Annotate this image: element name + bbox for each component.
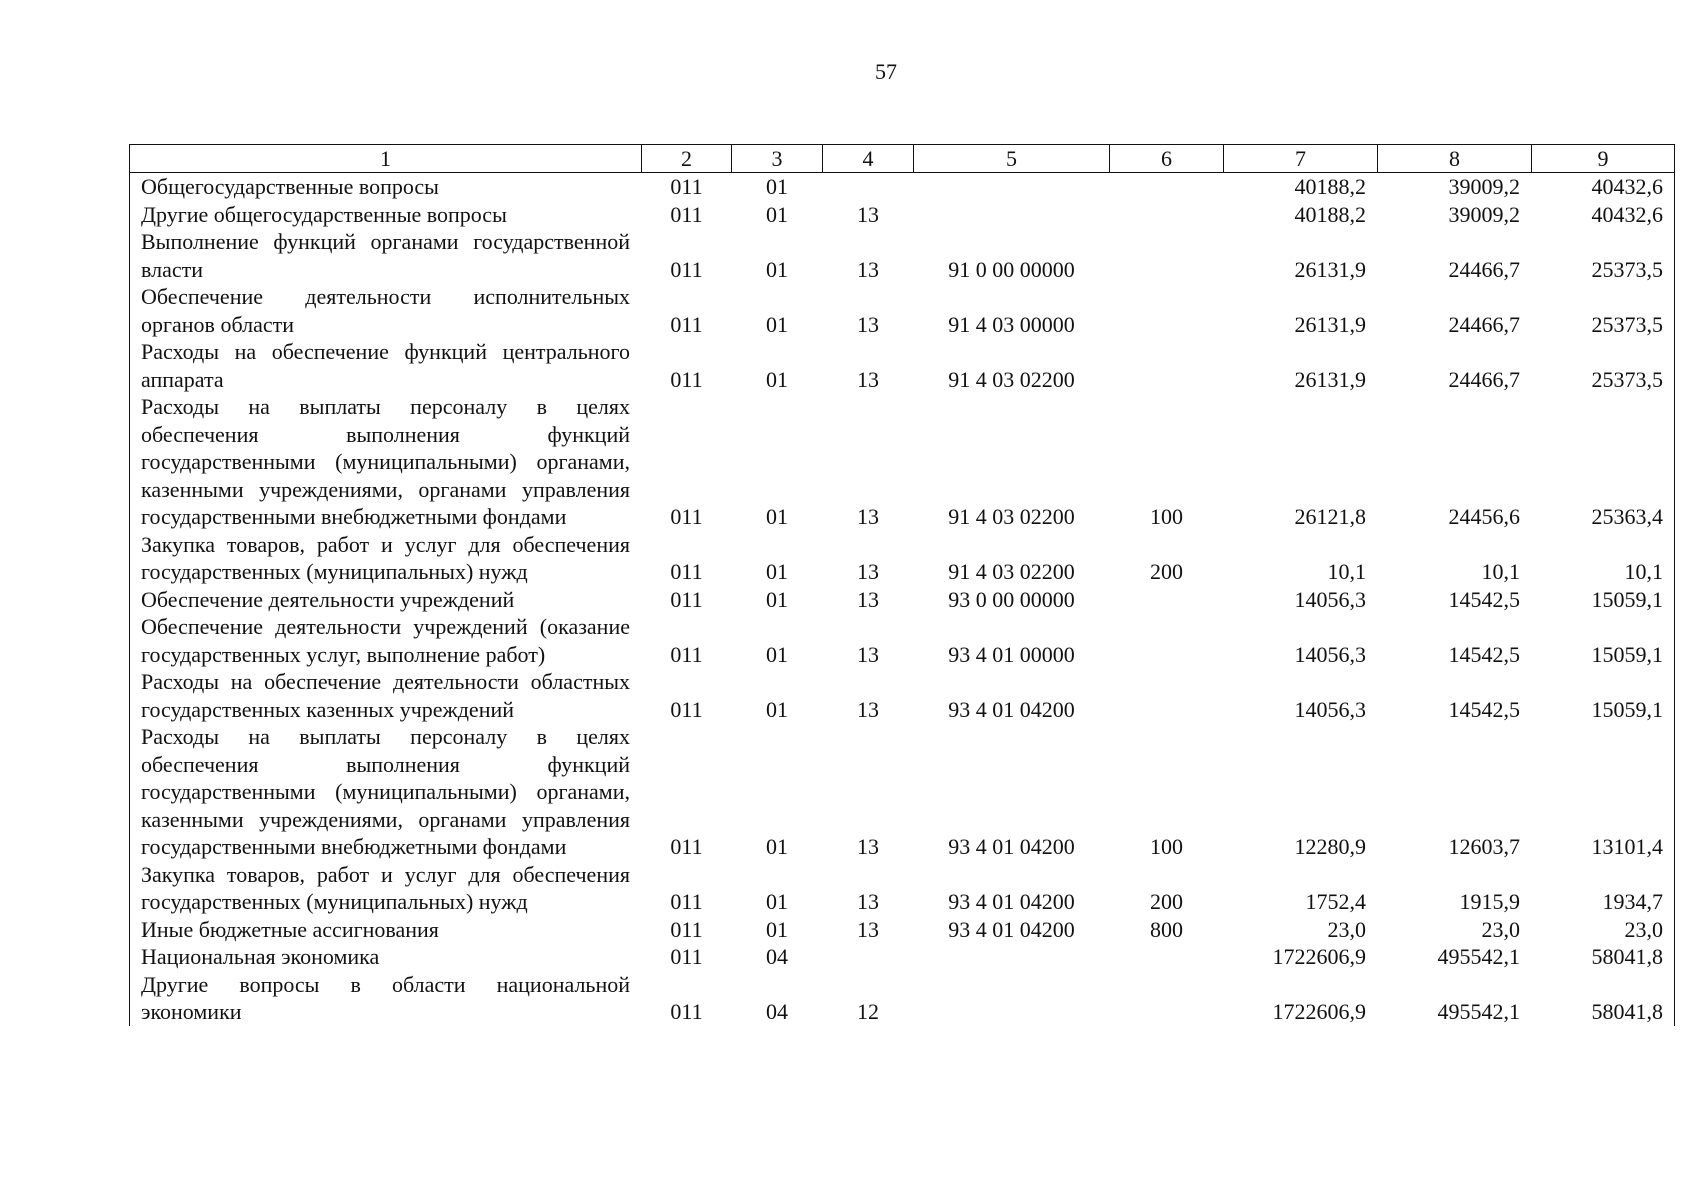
cell-col-6 — [1110, 173, 1224, 201]
table-row — [130, 338, 1675, 393]
cell-col-7: 14056,3 — [1294, 696, 1366, 722]
cell-col-2: 011 — [670, 696, 703, 722]
cell-col-2: 011 — [670, 256, 703, 282]
cell-col-4: 13 — [857, 504, 879, 529]
column-header-8: 8 — [1378, 145, 1532, 173]
row-name: Обеспечение деятельности исполнительных органов области — [130, 283, 642, 338]
cell-col-6: 100 — [1150, 504, 1183, 529]
cell-col-7: 26131,9 — [1294, 256, 1366, 282]
cell-col-8: 14542,5 — [1448, 586, 1520, 612]
cell-col-4 — [823, 173, 914, 201]
row-name: Другие общегосударственные вопросы — [130, 201, 642, 229]
cell-col-3: 01 — [766, 916, 788, 942]
cell-col-6 — [1110, 668, 1224, 723]
cell-col-9: 25373,5 — [1532, 228, 1675, 283]
cell-col-3: 01 — [766, 256, 788, 282]
row-name: Закупка товаров, работ и услуг для обеспечения государственных (муниципальных) нужд — [130, 531, 642, 586]
cell-col-7: 40188,2 — [1294, 201, 1366, 227]
cell-col-6 — [1110, 943, 1224, 971]
table-row — [130, 943, 1675, 971]
cell-col-5: 91 4 03 02200 — [948, 366, 1075, 392]
cell-col-9: 15059,1 — [1532, 586, 1675, 614]
cell-col-5 — [914, 971, 1110, 1026]
budget-table — [129, 144, 1675, 1026]
cell-col-7: 26131,9 — [1294, 366, 1366, 392]
cell-col-7: 23,0 — [1327, 916, 1366, 942]
cell-col-9: 10,1 — [1532, 531, 1675, 586]
cell-col-3: 01 — [766, 641, 788, 667]
cell-col-3: 01 — [766, 586, 788, 612]
cell-col-6 — [1110, 283, 1224, 338]
cell-col-9: 25363,4 — [1532, 393, 1675, 531]
cell-col-6 — [1110, 613, 1224, 668]
cell-col-2: 011 — [670, 889, 703, 914]
cell-col-9: 58041,8 — [1532, 971, 1675, 1026]
cell-col-4: 13 — [857, 586, 879, 612]
table-row — [130, 971, 1675, 1026]
cell-col-8: 23,0 — [1481, 916, 1520, 942]
cell-col-2: 011 — [670, 916, 703, 942]
cell-col-9: 15059,1 — [1532, 668, 1675, 723]
cell-col-5: 93 0 00 00000 — [948, 586, 1075, 612]
cell-col-4: 13 — [857, 311, 879, 337]
cell-col-9: 25373,5 — [1532, 338, 1675, 393]
cell-col-3: 01 — [766, 201, 788, 227]
cell-col-9: 40432,6 — [1532, 173, 1675, 201]
cell-col-8: 1915,9 — [1459, 889, 1520, 914]
table-row — [130, 201, 1675, 229]
cell-col-5: 93 4 01 04200 — [948, 834, 1075, 859]
cell-col-4: 13 — [857, 201, 879, 227]
row-name: Закупка товаров, работ и услуг для обеспечения государственных (муниципальных) нужд — [130, 861, 642, 916]
cell-col-8: 14542,5 — [1448, 641, 1520, 667]
cell-col-4: 13 — [857, 696, 879, 722]
cell-col-9: 40432,6 — [1532, 201, 1675, 229]
cell-col-7: 1722606,9 — [1272, 999, 1366, 1024]
cell-col-3: 01 — [766, 696, 788, 722]
row-name: Национальная экономика — [130, 943, 642, 971]
cell-col-3: 01 — [766, 174, 788, 199]
cell-col-5: 93 4 01 04200 — [948, 916, 1075, 942]
row-name: Расходы на выплаты персоналу в целях обеспечения выполнения функций государственными (муниципальными) органами, казенными учреждениями, органами управления государственными внебюджетными фондами — [130, 723, 642, 861]
cell-col-3: 01 — [766, 559, 788, 584]
cell-col-8: 14542,5 — [1448, 696, 1520, 722]
table-row — [130, 916, 1675, 944]
cell-col-2: 011 — [670, 559, 703, 584]
cell-col-6 — [1110, 201, 1224, 229]
table-row — [130, 283, 1675, 338]
cell-col-3: 01 — [766, 311, 788, 337]
table-body — [130, 173, 1675, 1026]
cell-col-5: 91 4 03 00000 — [948, 311, 1075, 337]
column-header-5: 5 — [914, 145, 1110, 173]
row-name: Расходы на выплаты персоналу в целях обеспечения выполнения функций государственными (муниципальными) органами, казенными учреждениями, органами управления государственными внебюджетными фондами — [130, 393, 642, 531]
cell-col-2: 011 — [670, 504, 703, 529]
row-name: Расходы на обеспечение деятельности областных государственных казенных учреждений — [130, 668, 642, 723]
cell-col-3: 04 — [766, 999, 788, 1024]
cell-col-2: 011 — [670, 366, 703, 392]
table-row — [130, 531, 1675, 586]
cell-col-9: 23,0 — [1532, 916, 1675, 944]
cell-col-4: 13 — [857, 834, 879, 859]
table-row — [130, 861, 1675, 916]
cell-col-5: 93 4 01 00000 — [948, 641, 1075, 667]
column-header-9: 9 — [1532, 145, 1675, 173]
cell-col-8: 24456,6 — [1448, 504, 1520, 529]
cell-col-6 — [1110, 338, 1224, 393]
cell-col-5 — [914, 943, 1110, 971]
cell-col-3: 01 — [766, 366, 788, 392]
page-number: 57 — [875, 59, 897, 84]
cell-col-7: 12280,9 — [1294, 834, 1366, 859]
cell-col-8: 39009,2 — [1448, 174, 1520, 199]
cell-col-9: 58041,8 — [1532, 943, 1675, 971]
row-name: Другие вопросы в области национальной экономики — [130, 971, 642, 1026]
cell-col-4 — [823, 943, 914, 971]
cell-col-4: 13 — [857, 256, 879, 282]
cell-col-6: 200 — [1150, 559, 1183, 584]
cell-col-9: 15059,1 — [1532, 613, 1675, 668]
cell-col-4: 12 — [857, 999, 879, 1024]
cell-col-6: 800 — [1150, 916, 1183, 942]
cell-col-8: 24466,7 — [1448, 256, 1520, 282]
cell-col-7: 26131,9 — [1294, 311, 1366, 337]
cell-col-7: 40188,2 — [1294, 174, 1366, 199]
cell-col-4: 13 — [857, 889, 879, 914]
column-header-2: 2 — [642, 145, 732, 173]
cell-col-5: 91 4 03 02200 — [948, 504, 1075, 529]
cell-col-8: 24466,7 — [1448, 366, 1520, 392]
cell-col-7: 14056,3 — [1294, 641, 1366, 667]
cell-col-2: 011 — [670, 174, 703, 199]
cell-col-3: 04 — [766, 944, 788, 969]
cell-col-2: 011 — [670, 944, 703, 969]
cell-col-4: 13 — [857, 559, 879, 584]
cell-col-2: 011 — [670, 834, 703, 859]
table-row — [130, 586, 1675, 614]
cell-col-8: 24466,7 — [1448, 311, 1520, 337]
cell-col-7: 1722606,9 — [1272, 944, 1366, 969]
cell-col-9: 25373,5 — [1532, 283, 1675, 338]
cell-col-9: 13101,4 — [1532, 723, 1675, 861]
cell-col-5: 91 0 00 00000 — [948, 256, 1075, 282]
cell-col-4: 13 — [857, 916, 879, 942]
column-header-4: 4 — [823, 145, 914, 173]
table-header — [130, 145, 1675, 173]
table-row — [130, 393, 1675, 531]
cell-col-6 — [1110, 586, 1224, 614]
row-name: Иные бюджетные ассигнования — [130, 916, 642, 944]
row-name: Расходы на обеспечение функций центрального аппарата — [130, 338, 642, 393]
table-row — [130, 228, 1675, 283]
cell-col-5: 91 4 03 02200 — [948, 559, 1075, 584]
cell-col-2: 011 — [670, 586, 703, 612]
column-header-6: 6 — [1110, 145, 1224, 173]
cell-col-4: 13 — [857, 366, 879, 392]
cell-col-8: 495542,1 — [1437, 999, 1520, 1024]
cell-col-8: 12603,7 — [1448, 834, 1520, 859]
row-name: Обеспечение деятельности учреждений — [130, 586, 642, 614]
column-header-1: 1 — [130, 145, 642, 173]
cell-col-6: 200 — [1150, 889, 1183, 914]
cell-col-2: 011 — [670, 641, 703, 667]
cell-col-5 — [914, 173, 1110, 201]
cell-col-8: 39009,2 — [1448, 201, 1520, 227]
cell-col-7: 10,1 — [1327, 559, 1366, 584]
table-row — [130, 173, 1675, 201]
header-row — [130, 145, 1675, 173]
row-name: Выполнение функций органами государственной власти — [130, 228, 642, 283]
cell-col-2: 011 — [670, 999, 703, 1024]
cell-col-7: 1752,4 — [1305, 889, 1366, 914]
cell-col-2: 011 — [670, 311, 703, 337]
cell-col-8: 10,1 — [1481, 559, 1520, 584]
table-row — [130, 723, 1675, 861]
cell-col-4: 13 — [857, 641, 879, 667]
table-row — [130, 668, 1675, 723]
column-header-3: 3 — [732, 145, 823, 173]
cell-col-6 — [1110, 228, 1224, 283]
cell-col-3: 01 — [766, 834, 788, 859]
cell-col-7: 14056,3 — [1294, 586, 1366, 612]
cell-col-5: 93 4 01 04200 — [948, 696, 1075, 722]
column-header-7: 7 — [1224, 145, 1378, 173]
cell-col-6 — [1110, 971, 1224, 1026]
cell-col-5 — [914, 201, 1110, 229]
cell-col-8: 495542,1 — [1437, 944, 1520, 969]
cell-col-3: 01 — [766, 504, 788, 529]
cell-col-9: 1934,7 — [1532, 861, 1675, 916]
table-row — [130, 613, 1675, 668]
cell-col-6: 100 — [1150, 834, 1183, 859]
row-name: Обеспечение деятельности учреждений (оказание государственных услуг, выполнение работ) — [130, 613, 642, 668]
cell-col-5: 93 4 01 04200 — [948, 889, 1075, 914]
cell-col-3: 01 — [766, 889, 788, 914]
row-name: Общегосударственные вопросы — [130, 173, 642, 201]
cell-col-7: 26121,8 — [1294, 504, 1366, 529]
cell-col-2: 011 — [670, 201, 703, 227]
